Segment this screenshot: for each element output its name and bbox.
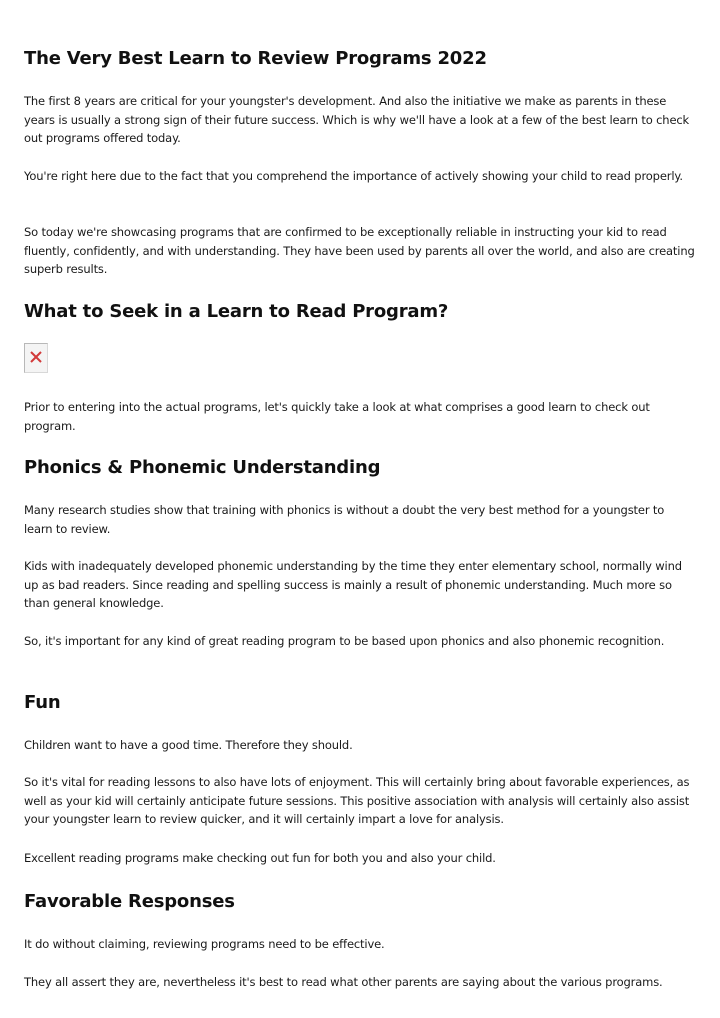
section-3-paragraph-2: So it's vital for reading lessons to also have lots of enjoyment. This will certainly bring about favorable experiences, as well as your kid will certainly anticipate future sessions. This positive association with analysis will certainly also assist your youngster learn to review quicker, and it will certainly impart a love for analysis. bbox=[24, 775, 690, 826]
intro-paragraph-1: The first 8 years are critical for your youngster's development. And also the initiative we make as parents in these years is usually a strong sign of their future success. Which is why we'll have a look at a few of the best learn to check out programs offered today. bbox=[24, 94, 690, 145]
section-heading-favorable-responses: Favorable Responses bbox=[24, 891, 235, 912]
section-4-paragraph-1: It do without claiming, reviewing programs need to be effective. bbox=[24, 937, 385, 951]
section-2-paragraph-1: Many research studies show that training with phonics is without a doubt the very best method for a youngster to learn to review. bbox=[24, 503, 665, 536]
page-title: The Very Best Learn to Review Programs 2022 bbox=[24, 48, 487, 69]
broken-image-icon bbox=[24, 343, 48, 373]
section-1-paragraph-1: Prior to entering into the actual programs, let's quickly take a look at what comprises a good learn to check out program. bbox=[24, 400, 650, 433]
intro-paragraph-3: So today we're showcasing programs that are confirmed to be exceptionally reliable in instructing your kid to read fluently, confidently, and with understanding. They have been used by parents all over the world, and also are creating superb results. bbox=[24, 225, 695, 276]
intro-paragraph-2: You're right here due to the fact that you comprehend the importance of actively showing your child to read properly. bbox=[24, 169, 683, 183]
section-4-paragraph-2: They all assert they are, nevertheless it's best to read what other parents are saying about the various programs. bbox=[24, 975, 663, 989]
section-3-paragraph-3: Excellent reading programs make checking out fun for both you and also your child. bbox=[24, 851, 496, 865]
section-heading-fun: Fun bbox=[24, 692, 61, 713]
section-2-paragraph-2: Kids with inadequately developed phonemic understanding by the time they enter elementary school, normally wind up as bad readers. Since reading and spelling success is mainly a result of phonemic understanding. Much more so than general knowledge. bbox=[24, 559, 682, 610]
section-heading-phonics: Phonics & Phonemic Understanding bbox=[24, 457, 381, 478]
section-heading-what-to-seek: What to Seek in a Learn to Read Program? bbox=[24, 301, 449, 322]
section-2-paragraph-3: So, it's important for any kind of great reading program to be based upon phonics and also phonemic recognition. bbox=[24, 634, 665, 648]
section-3-paragraph-1: Children want to have a good time. Therefore they should. bbox=[24, 738, 353, 752]
